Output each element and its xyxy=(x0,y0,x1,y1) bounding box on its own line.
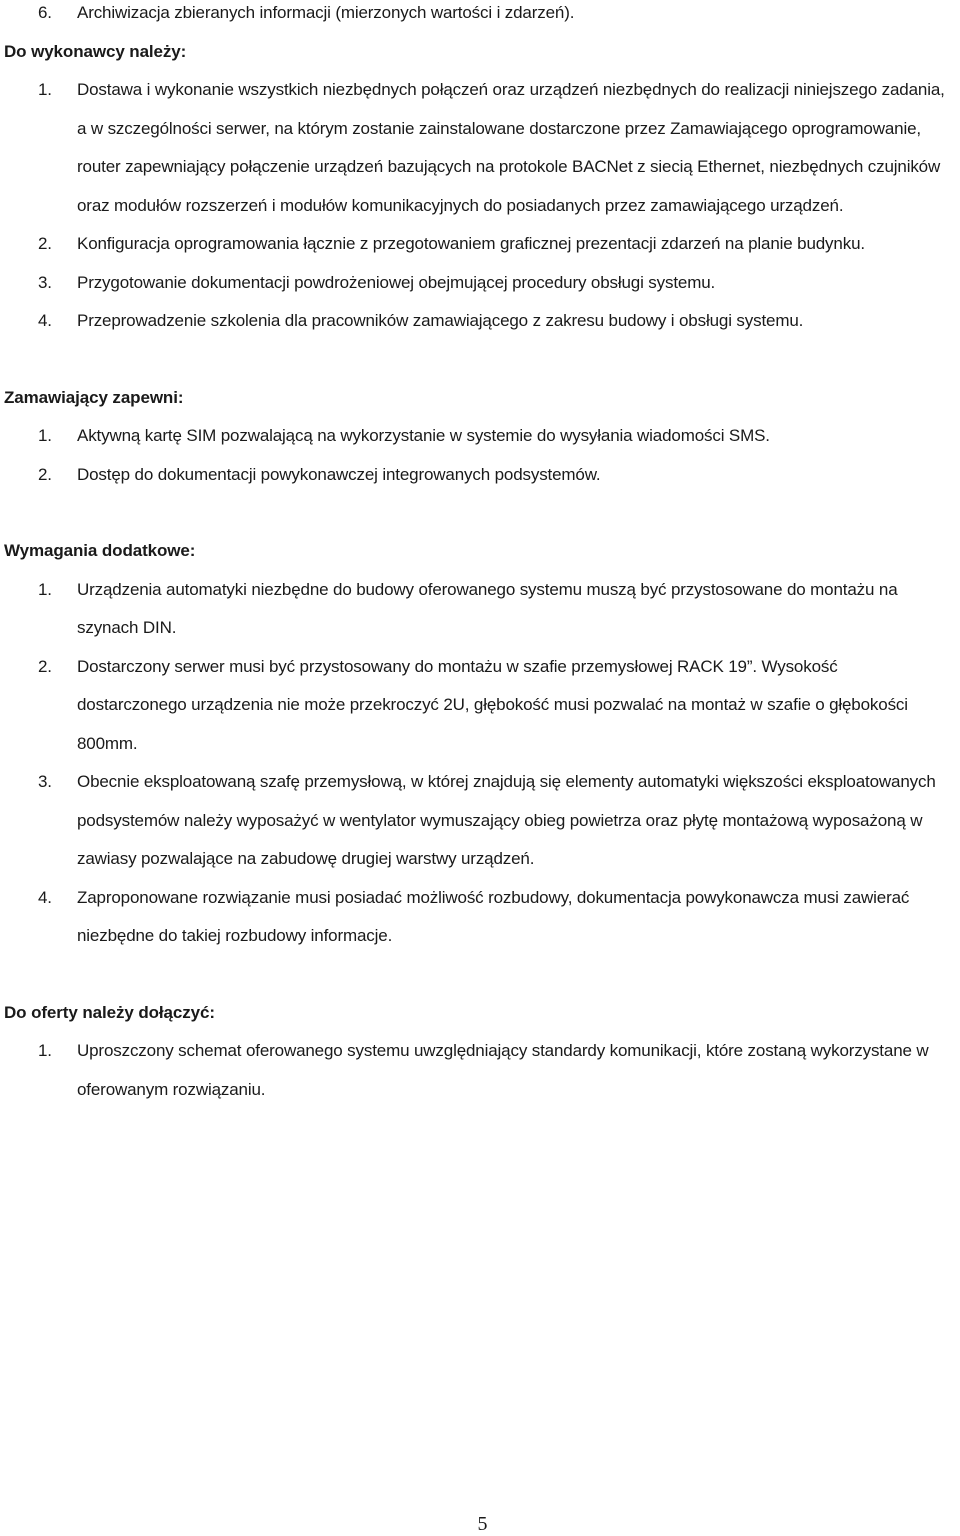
list-item-number: 3. xyxy=(38,272,52,292)
list-item-text: Aktywną kartę SIM pozwalającą na wykorzystanie w systemie do wysyłania wiadomości SMS. xyxy=(77,426,770,445)
list-item xyxy=(0,302,947,341)
list-item-number: 2. xyxy=(38,656,52,676)
list-item-number: 1. xyxy=(38,80,52,99)
list-item xyxy=(0,0,947,33)
list-item-number: 1. xyxy=(38,1041,52,1060)
list-item-text: Dostęp do dokumentacji powykonawczej integrowanych podsystemów. xyxy=(77,464,601,484)
page-number: 5 xyxy=(477,1513,488,1535)
section-heading-additional-requirements: Wymagania dodatkowe: xyxy=(4,541,196,560)
list-item-text: Dostarczony serwer musi być przystosowany do montażu w szafie przemysłowej RACK 19”. Wysokość dostarczonego urządzenia nie może przekroczyć 2U, głębokość musi pozwalać na montaż w szafie o głębokości 800mm. xyxy=(77,656,908,753)
list-item-number: 1. xyxy=(38,426,52,445)
list-item-number: 2. xyxy=(38,464,52,484)
list-item-number: 2. xyxy=(38,234,52,253)
section-spacer xyxy=(0,956,960,994)
list-item-text: Konfiguracja oprogramowania łącznie z przegotowaniem graficznej prezentacji zdarzeń na planie budynku. xyxy=(77,234,865,253)
section-heading-contractor: Do wykonawcy należy: xyxy=(4,41,187,61)
section-spacer xyxy=(0,341,960,379)
list-item-text: Przeprowadzenie szkolenia dla pracowników zamawiającego z zakresu budowy i obsługi systemu. xyxy=(77,311,804,330)
section-heading-client-provides: Zamawiający zapewni: xyxy=(4,387,184,407)
list-item xyxy=(0,456,947,495)
list-item-text: Archiwizacja zbieranych informacji (mierzonych wartości i zdarzeń). xyxy=(77,3,575,22)
list-item xyxy=(0,71,947,225)
list-item xyxy=(0,417,947,456)
list-item xyxy=(0,648,947,764)
list-item-text: Uproszczony schemat oferowanego systemu uwzględniający standardy komunikacji, które zostaną wykorzystane w oferowanym rozwiązaniu. xyxy=(77,1041,929,1099)
list-item-number: 3. xyxy=(38,772,52,791)
list-item-text: Przygotowanie dokumentacji powdrożeniowej obejmującej procedury obsługi systemu. xyxy=(77,272,716,292)
list-item xyxy=(0,1032,947,1109)
list-item-number: 4. xyxy=(38,311,52,330)
list-item-number: 4. xyxy=(38,887,52,907)
list-item xyxy=(0,264,947,303)
list-item-text: Dostawa i wykonanie wszystkich niezbędnych połączeń oraz urządzeń niezbędnych do realizacji niniejszego zadania, a w szczególności serwer, na którym zostanie zainstalowane dostarczone przez Zamawiającego oprogramowanie, router zapewniający połączenie urządzeń bazujących na protokole BACNet z siecią Ethernet, niezbędnych czujników oraz modułów rozszerzeń i modułów komunikacyjnych do posiadanych przez zamawiającego urządzeń. xyxy=(77,80,945,215)
list-item xyxy=(0,225,947,264)
section-heading-offer-attachments: Do oferty należy dołączyć: xyxy=(4,1002,215,1022)
list-item xyxy=(0,879,947,956)
list-item-number: 6. xyxy=(38,3,52,22)
list-item xyxy=(0,763,947,879)
list-item-text: Zaproponowane rozwiązanie musi posiadać możliwość rozbudowy, dokumentacja powykonawcza musi zawierać niezbędne do takiej rozbudowy informacje. xyxy=(77,887,910,945)
list-item-number: 1. xyxy=(38,579,52,599)
section-spacer xyxy=(0,494,960,532)
list-item-text: Urządzenia automatyki niezbędne do budowy oferowanego systemu muszą być przystosowane do montażu na szynach DIN. xyxy=(77,579,898,637)
list-item-text: Obecnie eksploatowaną szafę przemysłową, w której znajdują się elementy automatyki większości eksploatowanych podsystemów należy wyposażyć w wentylator wymuszający obieg powietrza oraz płytę montażową wyposażoną w zawiasy pozwalające na zabudowę drugiej warstwy urządzeń. xyxy=(77,772,936,868)
list-item xyxy=(0,571,947,648)
